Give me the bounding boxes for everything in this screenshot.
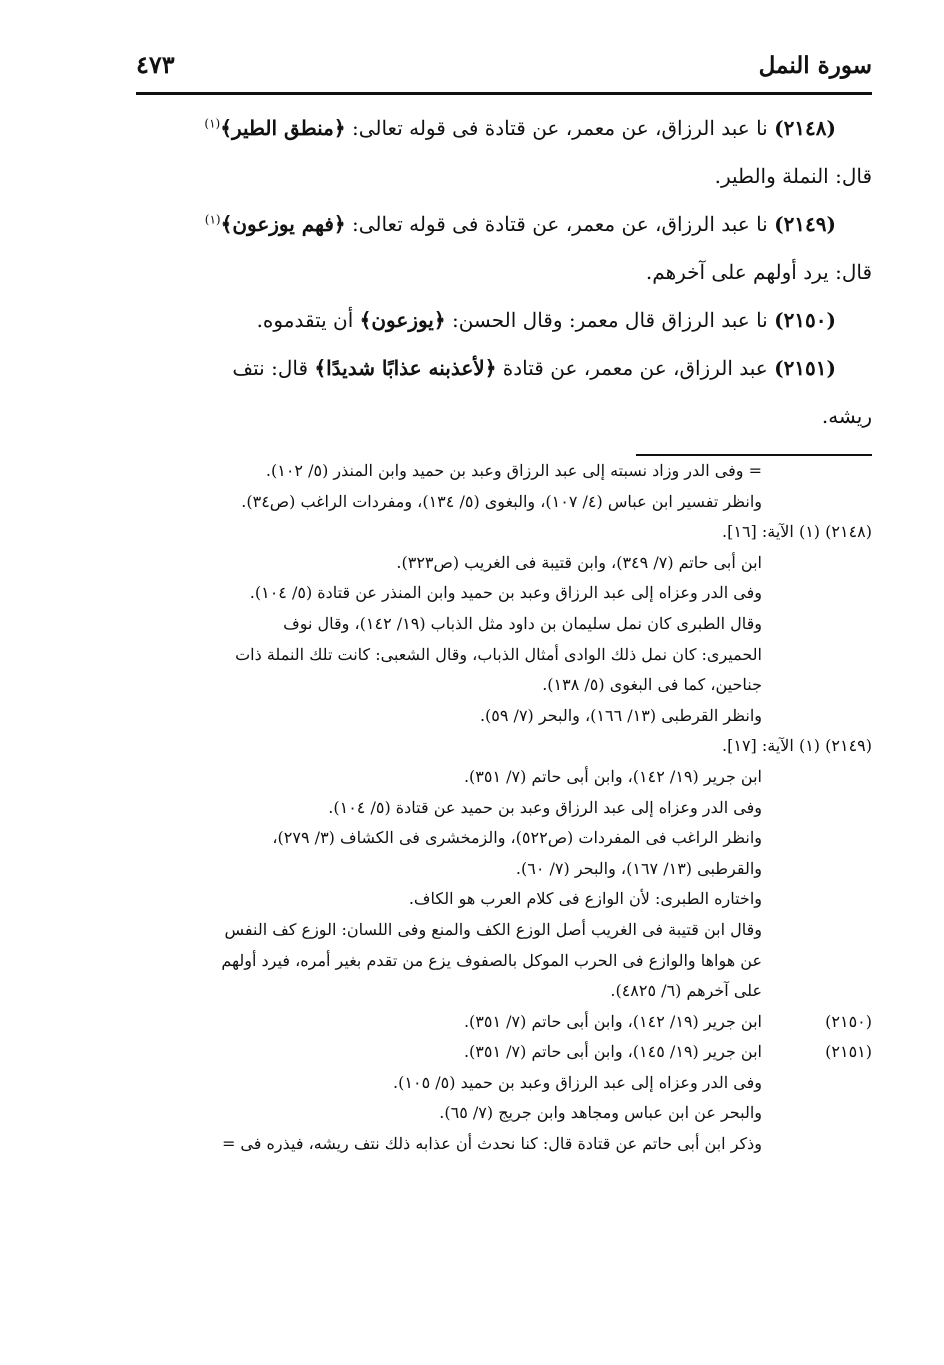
footnote-text: ابن جرير (١٩/ ١٤٢)، وابن أبى حاتم (٧/ ٣٥١).	[463, 766, 762, 786]
footnote-text: وفى الدر وعزاه إلى عبد الرزاق وعبد بن حميد عن قتادة (٥/ ١٠٤).	[328, 797, 762, 817]
footnote-key: (٢١٥١)	[825, 1042, 872, 1062]
footnote-text: على آخرهم (٦/ ٤٨٢٥).	[610, 981, 762, 1001]
footnote-text: ابن جرير (١٩/ ١٤٥)، وابن أبى حاتم (٧/ ٣٥١).	[463, 1042, 762, 1062]
footnote-line	[136, 793, 872, 824]
footnote-line	[136, 1098, 872, 1129]
main-text	[136, 104, 872, 440]
footnote-line	[136, 731, 872, 762]
footnote-key: (٢١٤٨) (١) الآية: [١٦].	[722, 522, 872, 542]
quran-quote: ﴿منطق الطير﴾	[220, 116, 346, 140]
footnote-text: وقال الطبرى كان نمل سليمان بن داود مثل الذباب (١٩/ ١٤٢)، وقال نوف	[283, 613, 762, 633]
footnote-text: وانظر القرطبى (١٣/ ١٦٦)، والبحر (٧/ ٥٩).	[479, 705, 762, 725]
entry-2149-line-2: قال: يرد أولهم على آخرهم.	[645, 260, 872, 284]
quran-quote: ﴿فهم يوزعون﴾	[220, 212, 346, 236]
entry-2151-line-1	[136, 344, 872, 392]
entry-2151-line-2: ريشه.	[821, 404, 872, 428]
entry-text: عبد الرزاق، عن معمر، عن قتادة	[496, 356, 775, 380]
footnote-line	[136, 640, 872, 671]
footnote-text: ابن جرير (١٩/ ١٤٢)، وابن أبى حاتم (٧/ ٣٥١).	[463, 1011, 762, 1031]
surah-title: سورة النمل	[758, 52, 872, 79]
entry-number: (٢١٥٠)	[774, 308, 836, 332]
footnote-text: ابن أبى حاتم (٧/ ٣٤٩)، وابن قتيبة فى الغريب (ص٣٢٣).	[396, 552, 762, 572]
footnote-line	[136, 670, 872, 701]
entry-2150-line-1	[136, 296, 872, 344]
footnote-line	[136, 517, 872, 548]
entry-number: (٢١٥١)	[774, 356, 836, 380]
entry-2149-line-1	[136, 200, 872, 248]
footnote-text: وذكر ابن أبى حاتم عن قتادة قال: كنا نحدث أن عذابه ذلك نتف ريشه، فيذره فى =	[221, 1134, 762, 1154]
footnote-text: عن هواها والوازع فى الحرب الموكل بالصفوف يزع من تقدم بغير أمره، فيرد أولهم	[221, 950, 762, 970]
footnote-line	[136, 884, 872, 915]
footnote-line	[136, 609, 872, 640]
footnote-text: وفى الدر وعزاه إلى عبد الرزاق وعبد بن حميد وابن المنذر عن قتادة (٥/ ١٠٤).	[249, 583, 762, 603]
entry-2148-line-1	[136, 104, 872, 152]
footnotes	[136, 456, 872, 1160]
footnote-line	[136, 456, 872, 487]
footnote-text: = وفى الدر وزاد نسبته إلى عبد الرزاق وعبد بن حميد وابن المنذر (٥/ ١٠٢).	[265, 461, 762, 480]
footnote-line	[136, 548, 872, 579]
footnote-line	[136, 1129, 872, 1160]
footnote-line	[136, 1007, 872, 1038]
footnote-text: واختاره الطبرى: لأن الوازع فى كلام العرب هو الكاف.	[408, 889, 762, 909]
entry-number: (٢١٤٩)	[774, 212, 836, 236]
footnote-line	[136, 487, 872, 518]
footnote-line	[136, 762, 872, 793]
footnote-line	[136, 578, 872, 609]
footnote-line	[136, 854, 872, 885]
entry-text: نا عبد الرزاق، عن معمر، عن قتادة فى قوله تعالى:	[345, 212, 775, 236]
footnote-key: (٢١٥٠)	[825, 1011, 872, 1031]
entry-2148-line-2: قال: النملة والطير.	[714, 164, 872, 188]
footnote-line	[136, 1037, 872, 1068]
footnote-text: والقرطبى (١٣/ ١٦٧)، والبحر (٧/ ٦٠).	[515, 858, 762, 878]
footnote-text: وانظر الراغب فى المفردات (ص٥٢٢)، والزمخشرى فى الكشاف (٣/ ٢٧٩)،	[272, 828, 762, 848]
footnote-line	[136, 823, 872, 854]
footnote-text: وقال ابن قتيبة فى الغريب أصل الوزع الكف والمنع وفى اللسان: الوزع كف النفس	[224, 919, 762, 939]
footnote-ref[interactable]: (١)	[204, 212, 221, 227]
entry-text: نا عبد الرزاق، عن معمر، عن قتادة فى قوله تعالى:	[345, 116, 775, 140]
footnote-line	[136, 701, 872, 732]
footnote-key: (٢١٤٩) (١) الآية: [١٧].	[722, 736, 872, 756]
entry-text: نا عبد الرزاق قال معمر: وقال الحسن:	[445, 308, 775, 332]
quran-quote: ﴿يوزعون﴾	[359, 308, 446, 332]
footnote-text: جناحين، كما فى البغوى (٥/ ١٣٨).	[542, 675, 762, 695]
footnote-text: والبحر عن ابن عباس ومجاهد وابن جريج (٧/ ٦٥).	[439, 1103, 762, 1123]
footnote-ref[interactable]: (١)	[204, 116, 221, 131]
footnote-text: وانظر تفسير ابن عباس (٤/ ١٠٧)، والبغوى (٥/ ١٣٤)، ومفردات الراغب (ص٣٤).	[241, 491, 762, 511]
footnote-text: الحميرى: كان نمل ذلك الوادى أمثال الذباب، وقال الشعبى: كانت تلك النملة ذات	[235, 644, 762, 664]
entry-tail: أن يتقدموه.	[256, 308, 360, 332]
footnote-line	[136, 1068, 872, 1099]
entry-number: (٢١٤٨)	[774, 116, 836, 140]
page-number: ٤٧٣	[136, 50, 175, 79]
entry-tail: قال: نتف	[232, 356, 315, 380]
footnote-line	[136, 946, 872, 977]
quran-quote: ﴿لأعذبنه عذابًا شديدًا﴾	[314, 356, 497, 380]
header-rule	[136, 92, 872, 95]
footnote-line	[136, 915, 872, 946]
footnote-line	[136, 976, 872, 1007]
footnote-text: وفى الدر وعزاه إلى عبد الرزاق وعبد بن حميد (٥/ ١٠٥).	[393, 1072, 762, 1092]
